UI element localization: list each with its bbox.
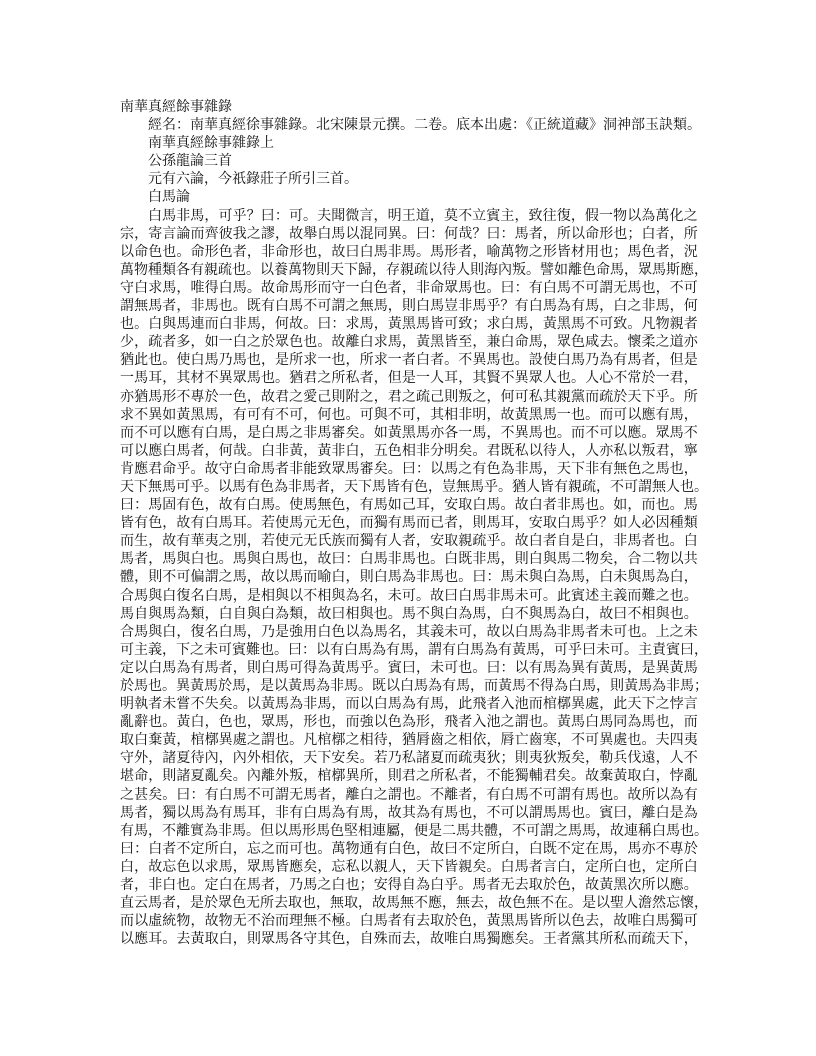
document-meta: 經名：南華真經徐事雜錄。北宋陳景元撰。二卷。底本出處：《正統道藏》洞神部玉訣類。 xyxy=(148,117,701,134)
body-line: 守 白 求 馬 ， 唯 得 白 馬 。 故 命 馬 形 而 守 一 白 色 者 ， 非 命 眾 馬 也 。 曰 ： 有 白 馬 不 可 謂 无 馬 也 ， 不 可 xyxy=(120,279,698,296)
body-line: 合 馬 與 白 復 名 白 馬 ， 是 相 與 以 不 相 與 為 名 ， 未 可 。 故 曰 白 馬 非 馬 未 可 。 此 賓 述 主 義 而 難 之 也 。 xyxy=(120,587,698,604)
body-line: 也 。 白 與 馬 連 而 白 非 馬 ， 何 故 。 曰 ： 求 馬 ， 黃 黑 馬 皆 可 致 ； 求 白 馬 ， 黃 黑 馬 不 可 致 。 凡 物 親 者 xyxy=(120,316,698,333)
body-line: 萬 物 種 類 各 有 親 疏 也 。 以 養 萬 物 則 天 下 歸 ， 存 親 疏 以 待 人 則 海 內 叛 。 譬 如 離 色 命 馬 ， 眾 馬 斯 應 ， xyxy=(120,261,708,278)
body-line: 明 執 者 未 嘗 不 失 矣 。 以 黃 馬 為 非 馬 ， 而 以 白 馬 為 有 馬 ， 此 飛 者 入 池 而 棺 槨 異 處 ， 此 天 下 之 悖 言 xyxy=(120,696,698,713)
body-line: 曰 ： 白 者 不 定 所 白 ， 忘 之 而 可 也 。 萬 物 通 有 白 色 ， 故 曰 不 定 所 白 ， 白 既 不 定 在 馬 ， 馬 亦 不 專 於 xyxy=(120,840,698,857)
section-title: 公孫龍論三首 xyxy=(148,153,232,170)
body-line: 定 以 白 馬 為 有 馬 者 ， 則 白 馬 可 得 為 黃 馬 乎 。 賓 曰 ， 未 可 也 。 曰 ： 以 有 馬 為 異 有 黃 馬 ， 是 異 黃 馬 xyxy=(120,659,698,676)
body-line: 有 馬 ， 不 離 實 為 非 馬 。 但 以 馬 形 馬 色 堅 相 連 屬 ， 便 是 二 馬 共 體 ， 不 可 謂 之 馬 馬 ， 故 連 稱 白 馬 也 。 xyxy=(120,822,708,839)
body-line: 可 以 應 白 馬 者 ， 何 哉 。 白 非 黃 ， 黃 非 白 ， 五 色 相 非 分 明 矣 。 君 既 私 以 待 人 ， 人 亦 私 以 叛 君 ， 寧 xyxy=(120,442,698,459)
body-line: 守 外 ， 諸 夏 待 內 ， 內 外 相 依 ， 天 下 安 矣 。 若 乃 私 諸 夏 而 疏 夷 狄 ； 則 夷 狄 叛 矣 ， 勒 兵 伐 遠 ， 人 不 xyxy=(120,750,698,767)
volume-title: 南華真經餘事雜錄上 xyxy=(148,135,274,152)
body-line: 馬 者 ， 馬 與 白 也 。 馬 與 白 馬 也 ， 故 曰 ： 白 馬 非 馬 也 。 白 既 非 馬 ， 則 白 與 馬 二 物 矣 ， 合 二 物 以 共 xyxy=(120,551,698,568)
body-line: 皆 有 色 ， 故 有 白 馬 耳 。 若 使 馬 元 无 色 ， 而 獨 有 馬 而 已 者 ， 則 馬 耳 ， 安 取 白 馬 乎 ？ 如 人 必 因 種 類 xyxy=(120,515,698,532)
body-line: 以 應 耳 。 去 黃 取 白 ， 則 眾 馬 各 守 其 色 ， 自 殊 而 去 ， 故 唯 白 馬 獨 應 矣 。 王 者 黨 其 所 私 而 疏 天 下 ， xyxy=(120,931,698,948)
body-line: 之 甚 矣 。 曰 ： 有 白 馬 不 可 謂 无 馬 者 ， 離 白 之 謂 也 。 不 離 者 ， 有 白 馬 不 可 謂 有 馬 也 。 故 所 以 為 有 xyxy=(120,786,698,803)
body-line: 宗 ， 寄 言 論 而 齊 彼 我 之 謬 ， 故 舉 白 馬 以 混 同 異 。 曰 ： 何 哉 ？ 曰 ： 馬 者 ， 所 以 命 形 也 ； 白 者 ， 所 xyxy=(120,225,698,242)
body-line: 求 不 異 如 黃 黑 馬 ， 有 可 有 不 可 ， 何 也 。 可 與 不 可 ， 其 相 非 明 ， 故 黃 黑 馬 一 也 。 而 可 以 應 有 馬 ， xyxy=(120,406,698,423)
chapter-title: 白馬論 xyxy=(148,189,190,206)
body-line: 合 馬 與 白 ， 復 名 白 馬 ， 乃 是 強 用 白 色 以 為 馬 名 ， 其 義 未 可 ， 故 以 白 馬 為 非 馬 者 未 可 也 。 上 之 未 xyxy=(120,623,698,640)
body-line: 曰 ： 馬 固 有 色 ， 故 有 白 馬 。 使 馬 無 色 ， 有 馬 如 己 耳 ， 安 取 白 馬 。 故 白 者 非 馬 也 。 如 ， 而 也 。 馬 xyxy=(120,497,698,514)
body-line: 一 馬 耳 ， 其 材 不 異 眾 馬 也 。 猶 君 之 所 私 者 ， 但 是 一 人 耳 ， 其 賢 不 異 眾 人 也 。 人 心 不 常 於 一 君 ， xyxy=(120,370,698,387)
body-line: 白 ， 故 忘 色 以 求 馬 ， 眾 馬 皆 應 矣 ， 忘 私 以 親 人 ， 天 下 皆 親 矣 。 白 馬 者 言 白 ， 定 所 白 也 ， 定 所 白 xyxy=(120,858,698,875)
body-line: 天 下 無 馬 可 乎 。 以 馬 有 色 為 非 馬 者 ， 天 下 馬 皆 有 色 ， 豈 無 馬 乎 。 猶 人 皆 有 親 疏 ， 不 可 謂 無 人 也 。 xyxy=(120,478,708,495)
body-line: 而 生 ， 故 有 華 夷 之 別 ， 若 使 元 无 氏 族 而 獨 有 人 者 ， 安 取 親 疏 乎 。 故 白 者 自 是 白 ， 非 馬 者 也 。 白 xyxy=(120,533,698,550)
body-line: 馬 者 ， 獨 以 馬 為 有 馬 耳 ， 非 有 白 馬 為 有 馬 ， 故 其 為 有 馬 也 ， 不 可 以 謂 馬 馬 也 。 賓 曰 ， 離 白 是 為 xyxy=(120,804,698,821)
body-line: 亦 猶 馬 形 不 專 於 一 色 ， 故 君 之 愛 己 則 附 之 ， 君 之 疏 己 則 叛 之 ， 何 可 私 其 親 黨 而 疏 於 天 下 乎 。 所 xyxy=(120,388,698,405)
body-line: 白 馬 非 馬 ， 可 乎 ？ 曰 ： 可 。 夫 聞 微 言 ， 明 王 道 ， 莫 不 立 賓 主 ， 致 往 復 ， 假 一 物 以 為 萬 化 之 xyxy=(148,207,698,224)
document-page xyxy=(120,98,708,948)
body-line: 於 馬 也 。 異 黃 馬 於 馬 ， 是 以 黃 馬 為 非 馬 。 既 以 白 馬 為 有 馬 ， 而 黃 馬 不 得 為 白 馬 ， 則 黃 馬 為 非 馬 ； xyxy=(120,678,708,694)
body-line: 者 ， 非 白 也 。 定 白 在 馬 者 ， 乃 馬 之 白 也 ； 安 得 自 為 白 乎 。 馬 者 无 去 取 於 色 ， 故 黃 黑 次 所 以 應 。 xyxy=(120,877,698,894)
body-line: 馬 自 與 馬 為 類 ， 白 自 與 白 為 類 ， 故 曰 相 與 也 。 馬 不 與 白 為 馬 ， 白 不 與 馬 為 白 ， 故 曰 不 相 與 也 。 xyxy=(120,605,698,622)
body-paragraph xyxy=(120,207,708,949)
body-line: 直 云 馬 者 ， 是 於 眾 色 无 所 去 取 也 ， 無 取 ， 故 馬 無 不 應 ， 無 去 ， 故 色 無 不 在 。 是 以 聖 人 澹 然 忘 懷 ， xyxy=(120,895,708,912)
body-line: 而 以 虛 統 物 ， 故 物 无 不 治 而 理 無 不 極 。 白 馬 者 有 去 取 於 色 ， 黃 黑 馬 皆 所 以 色 去 ， 故 唯 白 馬 獨 可 xyxy=(120,913,698,930)
body-line: 以 命 色 也 。 命 形 色 者 ， 非 命 形 也 ， 故 曰 白 馬 非 馬 。 馬 形 者 ， 喻 萬 物 之 形 皆 材 用 也 ； 馬 色 者 ， 況 xyxy=(120,243,698,260)
body-line: 取 白 棄 黃 ， 棺 槨 異 處 之 謂 也 。 凡 棺 槨 之 相 待 ， 猶 脣 齒 之 相 依 ， 脣 亡 齒 寒 ， 不 可 異 處 也 。 夫 四 夷 xyxy=(120,732,698,749)
body-line: 猶 此 也 。 使 白 馬 乃 馬 也 ， 是 所 求 一 也 ， 所 求 一 者 白 者 。 不 異 馬 也 。 設 使 白 馬 乃 為 有 馬 者 ， 但 是 xyxy=(120,352,698,369)
document-title: 南華真經餘事雜錄 xyxy=(120,99,232,115)
body-line: 體 ， 則 不 可 偏 謂 之 馬 ， 故 以 馬 而 喻 白 ， 則 白 馬 為 非 馬 也 。 曰 ： 馬 未 與 白 為 馬 ， 白 未 與 馬 為 白 ， xyxy=(120,569,698,586)
body-line: 肯 應 君 命 乎 。 故 守 白 命 馬 者 非 能 致 眾 馬 審 矣 。 曰 ： 以 馬 之 有 色 為 非 馬 ， 天 下 非 有 無 色 之 馬 也 ， xyxy=(120,460,698,477)
body-line: 堪 命 ， 則 諸 夏 亂 矣 。 內 離 外 叛 ， 棺 槨 異 所 ， 則 君 之 所 私 者 ， 不 能 獨 輔 君 矣 。 故 棄 黃 取 白 ， 悖 亂 xyxy=(120,768,698,785)
body-line: 亂 辭 也 。 黃 白 ， 色 也 ， 眾 馬 ， 形 也 ， 而 強 以 色 為 形 ， 飛 者 入 池 之 謂 也 。 黃 馬 白 馬 同 為 馬 也 ， 而 xyxy=(120,714,698,731)
body-line: 而 不 可 以 應 有 白 馬 ， 是 白 馬 之 非 馬 審 矣 。 如 黃 黑 馬 亦 各 一 馬 ， 不 異 馬 也 。 而 不 可 以 應 。 眾 馬 不 xyxy=(120,424,698,441)
body-line: 少 ， 疏 者 多 ， 如 一 白 之 於 眾 色 也 。 故 離 白 求 馬 ， 黃 黑 皆 至 ， 兼 白 命 馬 ， 眾 色 咸 去 。 懷 柔 之 道 亦 xyxy=(120,334,698,351)
body-line: 可 主 義 ， 下 之 未 可 賓 難 也 。 曰 ： 以 有 白 馬 為 有 馬 ， 謂 有 白 馬 為 有 黃 馬 ， 可 乎 曰 未 可 。 主 責 賓 曰 ， xyxy=(120,641,708,658)
section-note: 元有六論，今祇錄莊子所引三首。 xyxy=(148,171,358,188)
body-line: 謂 無 馬 者 ， 非 馬 也 。 既 有 白 馬 不 可 謂 之 無 馬 ， 則 白 馬 豈 非 馬 乎 ？ 有 白 馬 為 有 馬 ， 白 之 非 馬 ， 何 xyxy=(120,298,698,315)
